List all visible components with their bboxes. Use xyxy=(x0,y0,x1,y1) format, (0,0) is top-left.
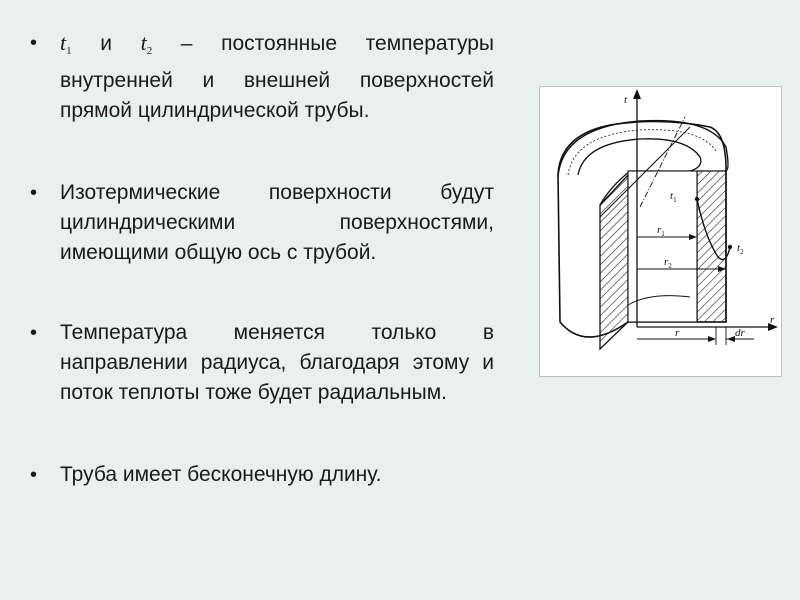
bullet-item-isotherms xyxy=(28,178,494,268)
dr-dimension-arrowhead xyxy=(727,336,735,342)
r-dimension-label: r xyxy=(675,327,680,339)
dr-label: dr xyxy=(735,327,745,339)
bullet-marker: • xyxy=(30,32,38,54)
bullet-item-radial-flow xyxy=(28,318,494,408)
var-t2: $t_2$ xyxy=(140,30,153,57)
bullet-list xyxy=(28,28,494,490)
axis-t-label: t xyxy=(624,94,628,106)
bullet-item-infinite-length xyxy=(28,460,494,490)
t1-point xyxy=(695,197,699,201)
pipe-diagram-svg xyxy=(540,87,783,378)
t1-label: $t_1$ xyxy=(670,190,677,204)
conj-and: и xyxy=(71,32,141,55)
r2-label: $r_2$ xyxy=(664,256,672,270)
var-t1: $t_1$ xyxy=(60,30,72,57)
bullet-text: Температура меняется только в направлении радиуса, благодаря этому и поток теплоты тоже будет радиальным. xyxy=(60,321,494,404)
bullet-text: Изотермические поверхности будут цилиндрическими поверхностями, имеющими общую ось с трубой. xyxy=(60,181,494,264)
pipe-cut-surface xyxy=(628,171,697,322)
axis-t-arrow xyxy=(633,89,641,99)
t2-label: $t_2$ xyxy=(737,242,744,256)
pipe-diagram xyxy=(539,86,782,377)
bullet-text: Труба имеет бесконечную длину. xyxy=(60,463,382,486)
pipe-left-wall-section xyxy=(600,175,628,349)
r-dimension-arrowhead xyxy=(708,336,716,342)
bullet-text: – постоянные температуры внутренней и внешней поверхностей прямой цилиндрической трубы. xyxy=(60,32,494,122)
bullet-marker: • xyxy=(30,322,38,344)
t2-point xyxy=(728,245,732,249)
bullet-item-temperatures xyxy=(28,28,494,126)
r1-label: $r_1$ xyxy=(657,224,665,238)
axis-r-label: r xyxy=(770,314,775,326)
bullet-marker: • xyxy=(30,464,38,486)
bullet-marker: • xyxy=(30,182,38,204)
